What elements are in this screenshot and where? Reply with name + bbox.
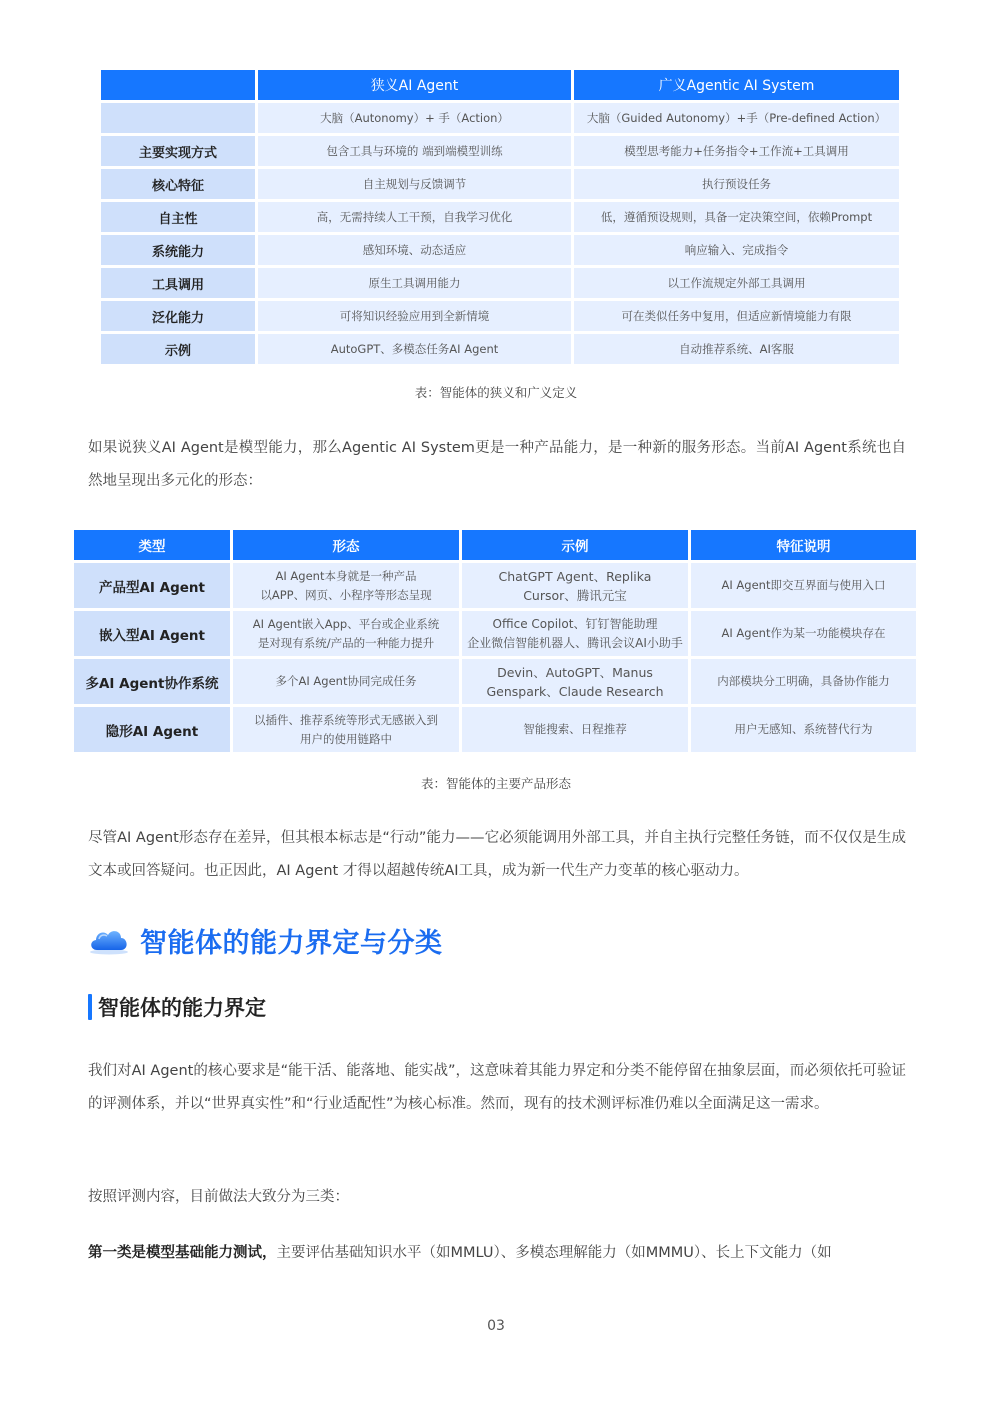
paragraph-1: 如果说狭义AI Agent是模型能力，那么Agentic AI System更是一种产品能力，是一种新的服务形态。当前AI Agent系统也自然地呈现出多元化的形态： (88, 440, 906, 489)
table2-cell-example: Devin、AutoGPT、Manus Genspark、Claude Research (462, 659, 688, 704)
table1-cell-broad: 执行预设任务 (574, 169, 899, 199)
table1-row-label: 系统能力 (101, 235, 255, 265)
table1-header-broad: 广义Agentic AI System (574, 70, 899, 100)
paragraph-2: 尽管AI Agent形态存在差异，但其根本标志是“行动”能力——它必须能调用外部工具，并自主执行完整任务链，而不仅仅是生成文本或回答疑问。也正因此，AI Agent 才得以超越传统AI工具，成为新一代生产力变革的核心驱动力。 (88, 830, 906, 879)
definition-table (98, 67, 902, 367)
table1-row-label: 主要实现方式 (101, 136, 255, 166)
subsection-heading-text: 智能体的能力界定 (98, 996, 266, 1020)
subsection-heading (88, 991, 266, 1023)
table2-header-form: 形态 (233, 530, 459, 560)
table1-cell-broad: 自动推荐系统、AI客服 (574, 334, 899, 364)
table2-row-type: 隐形AI Agent (74, 707, 230, 752)
table1-cell-narrow: AutoGPT、多模态任务AI Agent (258, 334, 571, 364)
table2-header-example: 示例 (462, 530, 688, 560)
table2-header-feature: 特征说明 (691, 530, 916, 560)
table1-cell-narrow: 可将知识经验应用到全新情境 (258, 301, 571, 331)
table2-row-type: 多AI Agent协作系统 (74, 659, 230, 704)
table1-row-label: 泛化能力 (101, 301, 255, 331)
table1-row-label (101, 103, 255, 133)
table1-cell-narrow: 原生工具调用能力 (258, 268, 571, 298)
table1-cell-broad: 大脑（Guided Autonomy）+手（Pre-defined Action） (574, 103, 899, 133)
table2-cell-form: AI Agent嵌入App、平台或企业系统 是对现有系统/产品的一种能力提升 (233, 611, 459, 656)
paragraph-5-text: 主要评估基础知识水平（如MMLU）、多模态理解能力（如MMMU）、长上下文能力（如 (276, 1245, 832, 1261)
page-number: 03 (487, 1318, 505, 1334)
table2-cell-feature: 用户无感知、系统替代行为 (691, 707, 916, 752)
table1-cell-narrow: 大脑（Autonomy）+ 手（Action） (258, 103, 571, 133)
table1-cell-narrow: 高，无需持续人工干预，自我学习优化 (258, 202, 571, 232)
table2-cell-example: ChatGPT Agent、Replika Cursor、腾讯元宝 (462, 563, 688, 608)
table1-cell-broad: 以工作流规定外部工具调用 (574, 268, 899, 298)
paragraph-5 (88, 1237, 906, 1270)
table2-cell-feature: AI Agent即交互界面与使用入口 (691, 563, 916, 608)
section-heading-text: 智能体的能力界定与分类 (140, 927, 443, 959)
paragraph-3: 我们对AI Agent的核心要求是“能干活、能落地、能实战”，这意味着其能力界定和分类不能停留在抽象层面，而必须依托可验证的评测体系，并以“世界真实性”和“行业适配性”为核心标准。然而，现有的技术测评标准仍难以全面满足这一需求。 (88, 1063, 906, 1112)
table2-row-type: 嵌入型AI Agent (74, 611, 230, 656)
cloud-icon (88, 925, 130, 955)
table1-cell-narrow: 自主规划与反馈调节 (258, 169, 571, 199)
table2-cell-feature: 内部模块分工明确，具备协作能力 (691, 659, 916, 704)
table1-row-label: 工具调用 (101, 268, 255, 298)
table1-row-label: 示例 (101, 334, 255, 364)
table1-cell-narrow: 感知环境、动态适应 (258, 235, 571, 265)
table1-row-label: 自主性 (101, 202, 255, 232)
paragraph-4: 按照评测内容，目前做法大致分为三类： (88, 1189, 349, 1205)
product-form-table (71, 527, 919, 755)
table2-cell-form: 以插件、推荐系统等形式无感嵌入到 用户的使用链路中 (233, 707, 459, 752)
section-heading (88, 918, 443, 962)
table1-cell-broad: 响应输入、完成指令 (574, 235, 899, 265)
table2-header-type: 类型 (74, 530, 230, 560)
table2-cell-example: Office Copilot、钉钉智能助理 企业微信智能机器人、腾讯会议AI小助手 (462, 611, 688, 656)
table2-cell-feature: AI Agent作为某一功能模块存在 (691, 611, 916, 656)
table2-cell-example: 智能搜索、日程推荐 (462, 707, 688, 752)
table2-caption: 表：智能体的主要产品形态 (420, 776, 571, 791)
table1-corner (101, 70, 255, 100)
table1-row-label: 核心特征 (101, 169, 255, 199)
table2-row-type: 产品型AI Agent (74, 563, 230, 608)
paragraph-5-bold: 第一类是模型基础能力测试， (88, 1245, 277, 1261)
table1-cell-broad: 低，遵循预设规则，具备一定决策空间，依赖Prompt (574, 202, 899, 232)
table1-cell-broad: 模型思考能力+任务指令+工作流+工具调用 (574, 136, 899, 166)
table2-cell-form: 多个AI Agent协同完成任务 (233, 659, 459, 704)
table1-cell-narrow: 包含工具与环境的 端到端模型训练 (258, 136, 571, 166)
table1-caption: 表：智能体的狭义和广义定义 (414, 385, 578, 400)
heading-accent-bar (88, 994, 92, 1020)
table1-header-narrow: 狭义AI Agent (258, 70, 571, 100)
table1-cell-broad: 可在类似任务中复用，但适应新情境能力有限 (574, 301, 899, 331)
table2-cell-form: AI Agent本身就是一种产品 以APP、网页、小程序等形态呈现 (233, 563, 459, 608)
